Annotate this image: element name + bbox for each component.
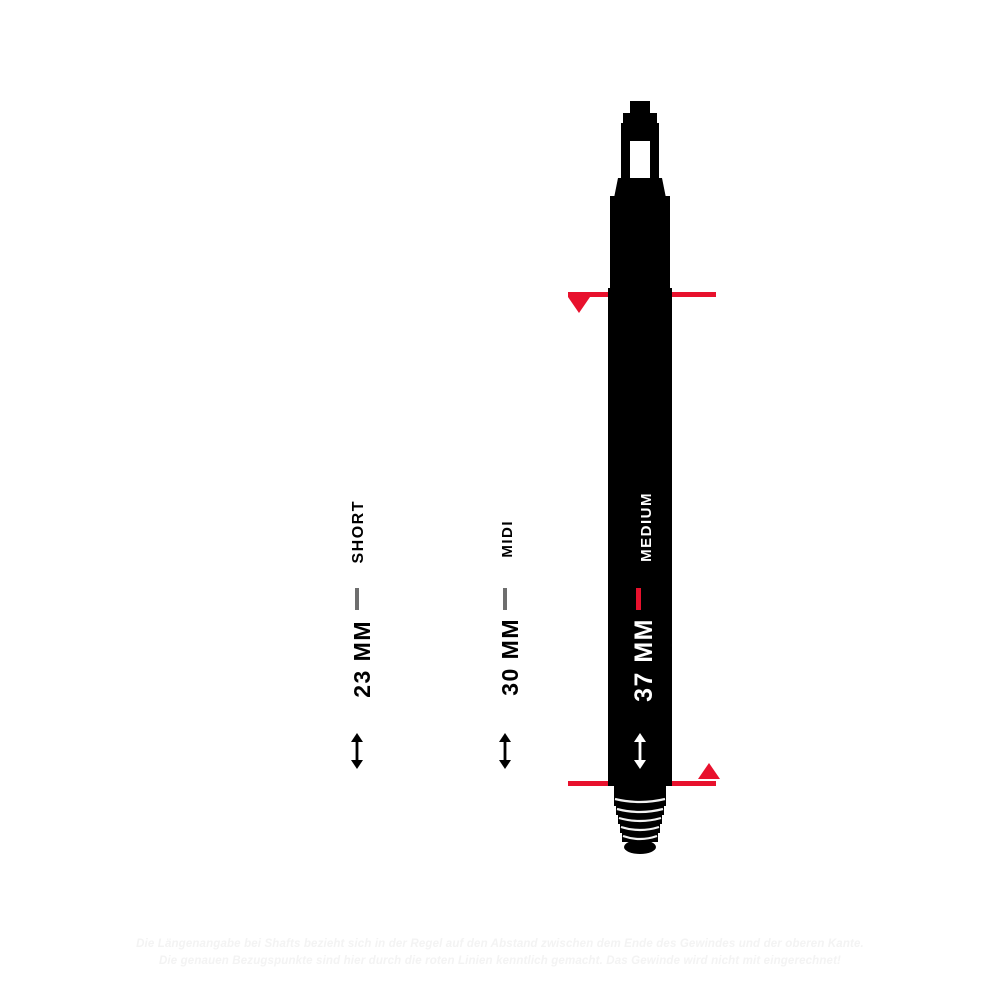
footnote-line-1: Die Längenangabe bei Shafts bezieht sich in der Regel auf den Abstand zwischen dem Ende des Gewindes und der oberen Kante. [136, 938, 864, 950]
footnote [0, 936, 1000, 970]
column-label-medium: MEDIUM [638, 492, 655, 562]
triangle-up-icon [698, 763, 720, 779]
double-arrow-midi-icon [496, 733, 514, 769]
column-label-midi: MIDI [499, 520, 516, 558]
length-label-midi: 30 MM [497, 618, 523, 696]
footnote-line-2: Die genauen Bezugspunkte sind hier durch die roten Linien kenntlich gemacht. Das Gewinde wird nicht mit eingerechnet! [158, 955, 842, 967]
separator-midi [503, 588, 507, 610]
length-label-medium: 37 MM [630, 618, 658, 702]
column-label-short: SHORT [350, 500, 367, 564]
double-arrow-medium-icon [631, 733, 649, 769]
measure-line-bottom-right [672, 781, 716, 786]
separator-short [355, 588, 359, 610]
triangle-down-icon [568, 297, 590, 313]
measure-line-top-right [672, 292, 716, 297]
length-label-short: 23 MM [349, 620, 375, 698]
measure-line-bottom-left [568, 781, 608, 786]
separator-medium [636, 588, 641, 610]
double-arrow-short-icon [348, 733, 366, 769]
